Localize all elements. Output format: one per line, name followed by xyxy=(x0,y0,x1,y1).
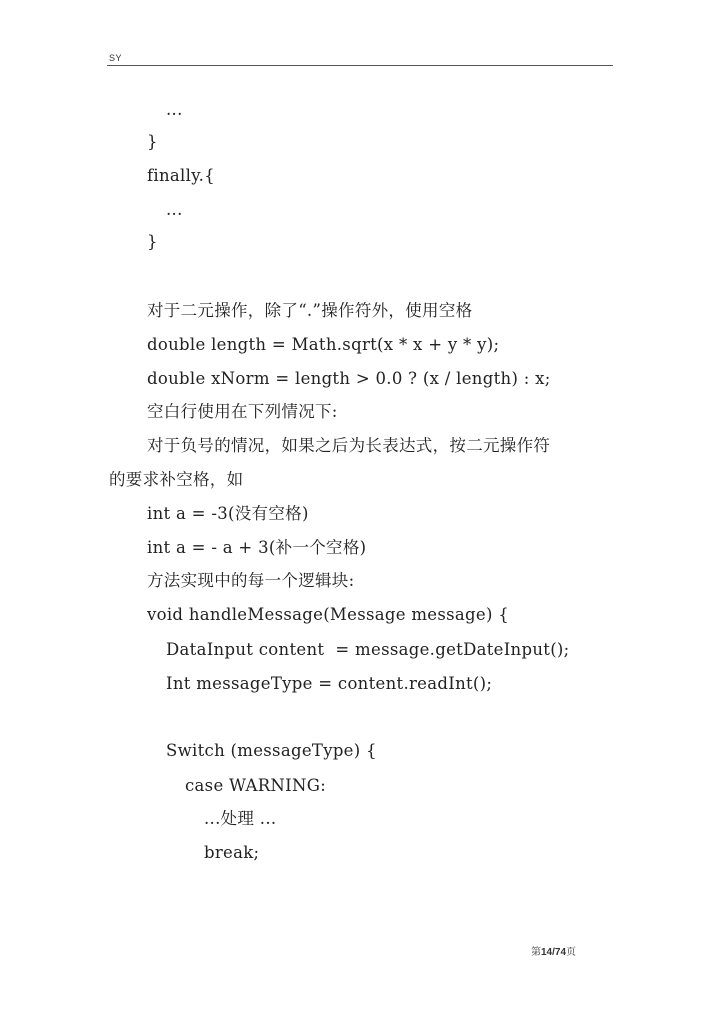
text-line: double length = Math.sqrt(x * x + y * y); xyxy=(147,335,500,354)
text-line: ... xyxy=(166,100,183,119)
text-line: double xNorm = length > 0.0 ? (x / length) : x; xyxy=(147,369,551,388)
text-line: finally.{ xyxy=(147,166,215,185)
text-line: ... xyxy=(166,200,183,219)
text-line: 对于负号的情况，如果之后为长表达式，按二元操作符 xyxy=(147,436,551,455)
text-line: 空白行使用在下列情况下: xyxy=(147,402,338,421)
text-line: ...处理 ... xyxy=(204,809,277,828)
text-line: Switch (messageType) { xyxy=(166,741,377,760)
text-line: } xyxy=(147,232,158,251)
text-line: 方法实现中的每一个逻辑块: xyxy=(147,571,355,590)
header-rule xyxy=(107,65,613,66)
text-line: int a = -3(没有空格) xyxy=(147,504,309,523)
page-number xyxy=(531,943,576,958)
text-line: break; xyxy=(204,843,260,862)
page-number-value: 14/74 xyxy=(541,947,567,958)
text-line: Int messageType = content.readInt(); xyxy=(166,674,493,693)
text-line: DataInput content = message.getDateInput(); xyxy=(166,640,570,659)
text-line: 的要求补空格，如 xyxy=(109,470,244,489)
header-label: SY xyxy=(109,53,123,63)
page-number-suffix: 页 xyxy=(566,947,577,958)
text-line: case WARNING: xyxy=(185,776,327,795)
text-line: 对于二元操作，除了“.”操作符外，使用空格 xyxy=(147,301,473,320)
text-line: } xyxy=(147,132,158,151)
text-line: int a = - a + 3(补一个空格) xyxy=(147,538,367,557)
page-number-prefix: 第 xyxy=(531,947,541,958)
text-line: void handleMessage(Message message) { xyxy=(147,605,510,624)
